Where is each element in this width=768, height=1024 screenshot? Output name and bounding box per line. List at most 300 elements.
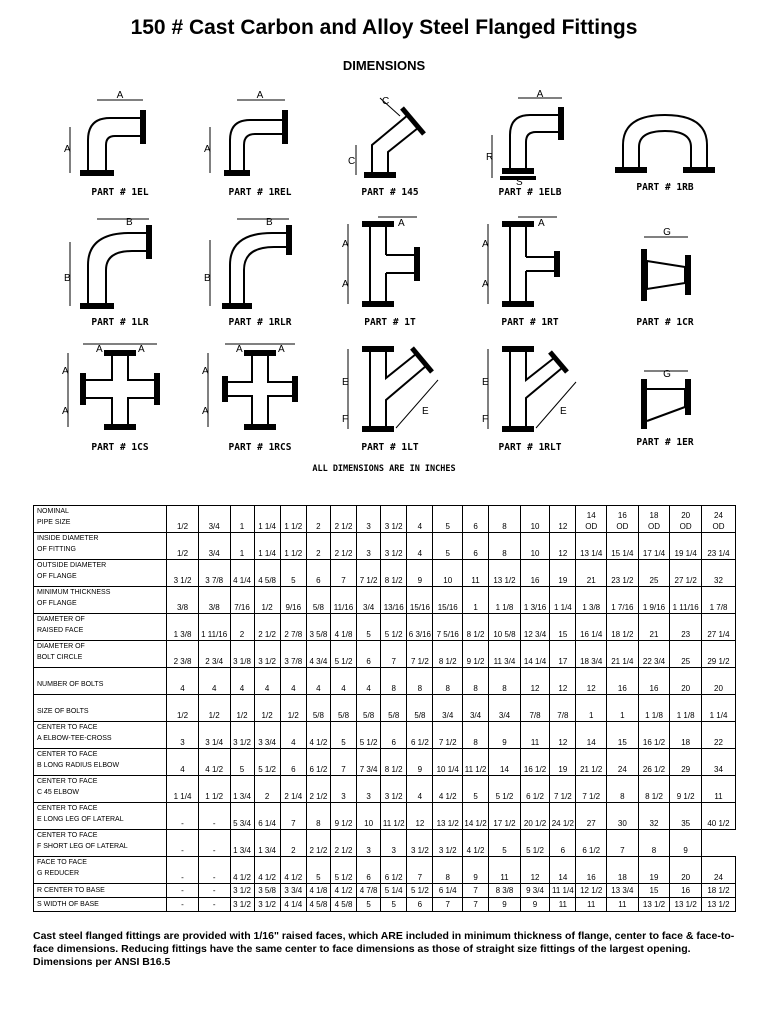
table-cell: 14 <box>576 722 607 749</box>
table-cell: 1 11/16 <box>198 614 230 641</box>
table-cell: 10 <box>520 533 549 560</box>
table-cell: 3 1/2 <box>407 830 433 857</box>
row-label: CENTER TO FACE C 45 ELBOW <box>34 776 167 803</box>
table-cell: 21 1/4 <box>607 641 639 668</box>
table-cell: 8 <box>433 857 462 884</box>
table-cell: - <box>167 830 199 857</box>
table-cell: 6 1/4 <box>254 803 280 830</box>
table-cell: 3 1/2 <box>167 560 199 587</box>
table-cell: 3 1/2 <box>230 898 254 912</box>
table-cell: 1 <box>230 533 254 560</box>
table-row <box>34 898 736 912</box>
table-cell: 19 <box>550 560 576 587</box>
table-cell: 21 1/2 <box>576 749 607 776</box>
table-cell: 2 <box>230 614 254 641</box>
table-cell: 9 1/2 <box>330 803 356 830</box>
table-cell: 11 <box>576 898 607 912</box>
table-cell: 24 1/2 <box>550 803 576 830</box>
part-1lr <box>50 215 190 328</box>
dim-a: A <box>64 144 71 155</box>
table-cell: 4 <box>280 668 306 695</box>
table-cell: 40 1/2 <box>701 803 735 830</box>
table-cell: 11 <box>520 722 549 749</box>
table-cell: 1 1/2 <box>280 533 306 560</box>
part-1rel <box>190 90 330 198</box>
table-cell: 14 1/4 <box>520 641 549 668</box>
table-cell: 18 <box>670 722 702 749</box>
dim-a: A <box>236 344 243 355</box>
table-cell: 7/8 <box>550 695 576 722</box>
table-cell: 14 OD <box>576 506 607 533</box>
table-row <box>34 695 736 722</box>
table-cell: 23 1/4 <box>701 533 735 560</box>
table-cell: 10 1/4 <box>433 749 462 776</box>
row-label: SIZE OF BOLTS <box>34 695 167 722</box>
table-cell: 17 1/2 <box>489 803 521 830</box>
return-bend-drawing <box>605 105 725 180</box>
table-cell: 1/2 <box>167 506 199 533</box>
dim-a: A <box>204 144 211 155</box>
table-cell: 11 <box>550 898 576 912</box>
table-cell: 7 <box>462 898 488 912</box>
table-cell: 24 <box>701 857 735 884</box>
table-cell: 5 <box>306 857 330 884</box>
dim-a: A <box>538 218 545 229</box>
table-cell: 19 <box>638 857 670 884</box>
dim-a: A <box>202 406 209 417</box>
table-row <box>34 884 736 898</box>
dim-e: E <box>482 377 489 388</box>
table-cell: 7 <box>607 830 639 857</box>
table-cell: 16 1/2 <box>520 749 549 776</box>
table-cell: 3 <box>167 722 199 749</box>
table-cell: 8 1/2 <box>462 614 488 641</box>
table-cell: 26 1/2 <box>638 749 670 776</box>
part-label: PART # 1RLT <box>498 442 562 453</box>
dim-c: C <box>382 96 390 107</box>
part-1cs <box>50 340 190 453</box>
table-cell: 27 1/2 <box>670 560 702 587</box>
table-cell: 6 1/2 <box>520 776 549 803</box>
dim-b: B <box>126 217 133 228</box>
table-cell: 6 <box>462 533 488 560</box>
part-1el <box>50 90 190 198</box>
table-cell: 4 1/2 <box>198 749 230 776</box>
table-cell: 3 1/2 <box>381 776 407 803</box>
dim-a: A <box>116 90 124 101</box>
table-cell: 34 <box>701 749 735 776</box>
table-row <box>34 803 736 830</box>
table-cell: 11 1/2 <box>381 803 407 830</box>
table-cell: 8 <box>607 776 639 803</box>
table-cell: 29 <box>670 749 702 776</box>
base-elbow-drawing <box>470 90 590 185</box>
table-cell: 3 <box>381 830 407 857</box>
table-cell: 11 1/4 <box>550 884 576 898</box>
table-cell: 13 3/4 <box>607 884 639 898</box>
table-cell: 16 1/2 <box>638 722 670 749</box>
table-cell: 1/2 <box>167 533 199 560</box>
table-cell: 5 <box>280 560 306 587</box>
table-cell: 2 1/2 <box>330 533 356 560</box>
dim-b: B <box>266 217 273 228</box>
table-cell: 5/8 <box>330 695 356 722</box>
part-1rcs <box>190 340 330 453</box>
part-label: PART # 1EL <box>91 187 149 198</box>
table-row <box>34 587 736 614</box>
table-cell: 8 1/2 <box>381 749 407 776</box>
table-cell: 1 1/2 <box>280 506 306 533</box>
page-subtitle: DIMENSIONS <box>342 58 426 73</box>
table-cell: 12 <box>550 722 576 749</box>
table-cell: 8 <box>489 668 521 695</box>
table-cell: 9 3/4 <box>520 884 549 898</box>
table-cell: 5 <box>330 722 356 749</box>
table-cell: 12 <box>576 668 607 695</box>
dim-g: G <box>663 227 671 238</box>
table-cell: 8 1/2 <box>638 776 670 803</box>
table-cell: 10 5/8 <box>489 614 521 641</box>
table-cell: 1 3/4 <box>230 776 254 803</box>
table-cell: 16 <box>607 668 639 695</box>
table-cell: 1/2 <box>280 695 306 722</box>
table-cell: 5/8 <box>306 695 330 722</box>
table-cell: 4 1/4 <box>280 898 306 912</box>
table-cell: 7 <box>433 898 462 912</box>
table-cell: 3/4 <box>357 587 381 614</box>
table-cell: 24 OD <box>701 506 735 533</box>
table-cell: 2 1/4 <box>280 776 306 803</box>
table-cell: 4 <box>407 533 433 560</box>
table-cell: 12 1/2 <box>576 884 607 898</box>
table-cell: 6 3/16 <box>407 614 433 641</box>
table-cell: - <box>167 898 199 912</box>
table-cell: 24 <box>607 749 639 776</box>
table-cell: 6 1/4 <box>433 884 462 898</box>
table-cell: - <box>167 803 199 830</box>
part-label: PART # 1ER <box>636 437 694 448</box>
table-cell: 7 1/2 <box>550 776 576 803</box>
table-cell: 6 <box>306 560 330 587</box>
dim-b: B <box>64 273 71 284</box>
table-cell: 20 <box>701 668 735 695</box>
table-cell: 15/16 <box>433 587 462 614</box>
table-cell: 2 1/2 <box>254 614 280 641</box>
table-cell: 5 <box>433 533 462 560</box>
page-title: 150 # Cast Carbon and Alloy Steel Flanged Fittings <box>130 16 638 39</box>
table-cell: 32 <box>638 803 670 830</box>
table-cell: 4 <box>167 749 199 776</box>
table-cell: 3/4 <box>198 533 230 560</box>
table-cell: - <box>198 803 230 830</box>
table-cell: 1 7/8 <box>701 587 735 614</box>
dim-e: E <box>422 406 429 417</box>
table-cell: 18 1/2 <box>701 884 735 898</box>
table-cell: 4 <box>280 722 306 749</box>
table-cell: 5 1/2 <box>407 884 433 898</box>
table-cell: 8 3/8 <box>489 884 521 898</box>
table-cell: 1 3/8 <box>576 587 607 614</box>
table-cell: 4 1/4 <box>230 560 254 587</box>
dim-a: A <box>138 344 145 355</box>
table-cell: 35 <box>670 803 702 830</box>
table-cell: 1 3/4 <box>254 830 280 857</box>
table-cell: 16 <box>520 560 549 587</box>
table-cell: 3 3/4 <box>254 722 280 749</box>
table-cell: 9 <box>489 898 521 912</box>
table-cell: 4 1/8 <box>330 614 356 641</box>
reducing-cross-drawing <box>200 340 320 440</box>
table-cell: 4 <box>407 776 433 803</box>
long-radius-elbow-drawing <box>60 215 180 315</box>
part-1lt <box>320 340 460 453</box>
table-cell: 1 1/4 <box>167 776 199 803</box>
table-cell: 18 OD <box>638 506 670 533</box>
table-cell: 5 3/4 <box>230 803 254 830</box>
part-145 <box>320 90 460 198</box>
part-label: PART # 1ELB <box>498 187 562 198</box>
reducing-tee-drawing <box>470 215 590 315</box>
table-cell: 1 1/8 <box>670 695 702 722</box>
table-cell: 11 <box>489 857 521 884</box>
table-cell: 5 <box>489 830 521 857</box>
table-cell: 5 1/4 <box>381 884 407 898</box>
table-cell: 30 <box>607 803 639 830</box>
part-label: PART # 1LT <box>361 442 419 453</box>
table-cell: 4 7/8 <box>357 884 381 898</box>
table-cell: 2 <box>280 830 306 857</box>
table-cell: 5 1/2 <box>489 776 521 803</box>
table-cell: 9 <box>407 560 433 587</box>
table-cell: 3 1/8 <box>230 641 254 668</box>
table-cell: 27 1/4 <box>701 614 735 641</box>
table-cell: 7 5/16 <box>433 614 462 641</box>
table-cell: 4 <box>167 668 199 695</box>
table-cell: 5/8 <box>407 695 433 722</box>
elbow-drawing <box>60 90 180 185</box>
table-cell: 1 1/8 <box>489 587 521 614</box>
table-cell: 4 3/4 <box>306 641 330 668</box>
dim-a: A <box>96 344 103 355</box>
part-1rlt <box>460 340 600 453</box>
table-cell: 1 9/16 <box>638 587 670 614</box>
table-cell: 2 3/8 <box>167 641 199 668</box>
part-label: PART # 1T <box>364 317 416 328</box>
table-cell: 19 <box>550 749 576 776</box>
dim-a: A <box>342 279 349 290</box>
table-cell: 3 1/2 <box>254 898 280 912</box>
table-cell: 3 1/2 <box>381 506 407 533</box>
table-cell: 6 1/2 <box>407 722 433 749</box>
table-row <box>34 641 736 668</box>
table-cell: 16 <box>638 668 670 695</box>
part-label: PART # 1RT <box>501 317 559 328</box>
row-label: DIAMETER OF RAISED FACE <box>34 614 167 641</box>
table-cell: 18 1/2 <box>607 614 639 641</box>
table-cell: 6 <box>407 898 433 912</box>
part-1elb <box>460 90 600 198</box>
table-row <box>34 614 736 641</box>
table-cell: 15 <box>550 614 576 641</box>
table-cell: 22 <box>701 722 735 749</box>
table-cell: 7 1/2 <box>433 722 462 749</box>
part-label: PART # 1LR <box>91 317 149 328</box>
table-cell: 18 3/4 <box>576 641 607 668</box>
row-label: NUMBER OF BOLTS <box>34 668 167 695</box>
table-cell: 6 <box>357 641 381 668</box>
table-cell: 1 <box>607 695 639 722</box>
table-cell: 1/2 <box>198 695 230 722</box>
table-cell: 10 <box>520 506 549 533</box>
table-cell: 13 1/2 <box>701 898 735 912</box>
table-row <box>34 533 736 560</box>
table-cell: 9 1/2 <box>462 641 488 668</box>
table-cell: 4 5/8 <box>330 898 356 912</box>
table-cell: 8 <box>433 668 462 695</box>
table-cell: 3/4 <box>489 695 521 722</box>
table-cell: 9/16 <box>280 587 306 614</box>
table-cell: 2 1/2 <box>330 506 356 533</box>
lateral-drawing <box>330 340 450 440</box>
dim-a: A <box>256 90 264 101</box>
part-1er <box>595 365 735 448</box>
table-cell: 9 <box>670 830 702 857</box>
table-cell: 5 <box>433 506 462 533</box>
table-cell: 8 1/2 <box>433 641 462 668</box>
row-label: CENTER TO FACE B LONG RADIUS ELBOW <box>34 749 167 776</box>
table-cell: 2 3/4 <box>198 641 230 668</box>
table-cell: 3 7/8 <box>198 560 230 587</box>
table-cell: 6 1/2 <box>576 830 607 857</box>
table-cell: 14 <box>489 749 521 776</box>
table-cell: 18 <box>607 857 639 884</box>
part-label: PART # 1RB <box>636 182 694 193</box>
table-cell: 7/8 <box>520 695 549 722</box>
table-cell: 2 1/2 <box>306 776 330 803</box>
table-cell: 5 1/2 <box>520 830 549 857</box>
table-cell: 9 <box>462 857 488 884</box>
table-cell: 3 1/4 <box>198 722 230 749</box>
table-cell: 11/16 <box>330 587 356 614</box>
table-cell: 21 <box>576 560 607 587</box>
table-cell: 9 <box>407 749 433 776</box>
table-cell: 2 7/8 <box>280 614 306 641</box>
table-cell: - <box>198 898 230 912</box>
table-cell: 1 3/4 <box>230 830 254 857</box>
table-cell: 12 <box>550 668 576 695</box>
concentric-reducer-drawing <box>605 225 725 315</box>
table-cell: 8 <box>381 668 407 695</box>
table-cell: 23 <box>670 614 702 641</box>
table-cell: 6 1/2 <box>381 857 407 884</box>
table-cell: 12 3/4 <box>520 614 549 641</box>
table-cell: 8 <box>306 803 330 830</box>
table-cell: 4 <box>330 668 356 695</box>
table-cell: 1 1/4 <box>254 533 280 560</box>
table-cell: 29 1/2 <box>701 641 735 668</box>
table-cell: 1 11/16 <box>670 587 702 614</box>
table-cell: 3/4 <box>462 695 488 722</box>
table-cell: 5 <box>462 776 488 803</box>
part-label: PART # 1RLR <box>228 317 292 328</box>
table-cell: 32 <box>701 560 735 587</box>
table-cell: 8 <box>462 668 488 695</box>
table-cell: 1 <box>462 587 488 614</box>
table-cell: 6 <box>357 857 381 884</box>
table-cell: 3 1/2 <box>254 641 280 668</box>
table-cell: 9 1/2 <box>670 776 702 803</box>
table-cell: - <box>167 857 199 884</box>
table-cell: 4 1/2 <box>230 857 254 884</box>
table-cell: - <box>198 830 230 857</box>
table-cell: 1 7/16 <box>607 587 639 614</box>
footnote: Cast steel flanged fittings are provided with 1/16" raised faces, which ARE included in minimum thickness of flange, center to face & face-to-face dimensions. Reducing fittings have the same center to face dimensions as those of straight size fittings of the largest opening. Dimensions per ANSI B16.5 <box>33 930 735 968</box>
table-cell: 11 <box>701 776 735 803</box>
table-cell: 5 1/2 <box>254 749 280 776</box>
table-cell: 5/8 <box>357 695 381 722</box>
table-row <box>34 668 736 695</box>
table-cell: 5 <box>381 898 407 912</box>
table-cell: 3 <box>357 776 381 803</box>
part-label: PART # 1RCS <box>228 442 292 453</box>
reducing-elbow-drawing <box>200 90 320 185</box>
dimensions-table <box>33 505 736 912</box>
row-label: MINIMUM THICKNESS OF FLANGE <box>34 587 167 614</box>
table-cell: 8 <box>489 506 521 533</box>
table-cell: 6 1/2 <box>306 749 330 776</box>
dim-a: A <box>278 344 285 355</box>
table-cell: 7 <box>280 803 306 830</box>
table-cell: 7 <box>462 884 488 898</box>
table-cell: 1/2 <box>230 695 254 722</box>
table-cell: 20 <box>670 857 702 884</box>
table-cell: 13 1/2 <box>489 560 521 587</box>
table-cell: 1 <box>576 695 607 722</box>
table-cell: 10 <box>357 803 381 830</box>
table-cell: 12 <box>520 857 549 884</box>
table-cell: 4 <box>198 668 230 695</box>
table-cell: 15 <box>607 722 639 749</box>
row-label: NOMINAL PIPE SIZE <box>34 506 167 533</box>
45-elbow-drawing <box>330 90 450 185</box>
table-row <box>34 560 736 587</box>
table-cell: 5 <box>357 614 381 641</box>
table-cell: 25 <box>638 560 670 587</box>
table-cell: 16 <box>576 857 607 884</box>
table-cell: 6 <box>550 830 576 857</box>
table-cell: 11 1/2 <box>462 749 488 776</box>
table-cell: 12 <box>407 803 433 830</box>
table-cell: 5/8 <box>381 695 407 722</box>
table-cell: 2 1/2 <box>330 830 356 857</box>
dim-a: A <box>62 366 69 377</box>
table-cell: 21 <box>638 614 670 641</box>
table-cell: - <box>198 884 230 898</box>
table-cell: 8 <box>638 830 670 857</box>
table-cell: 4 1/2 <box>433 776 462 803</box>
table-cell: - <box>198 857 230 884</box>
fittings-drawings <box>30 85 740 480</box>
table-cell: 1/2 <box>254 695 280 722</box>
table-cell: 2 <box>306 533 330 560</box>
table-cell: 3/8 <box>198 587 230 614</box>
table-cell: 5 1/2 <box>381 614 407 641</box>
table-cell: 20 1/2 <box>520 803 549 830</box>
table-cell: 3 1/2 <box>230 722 254 749</box>
table-cell: 3 <box>330 776 356 803</box>
table-cell: 11 <box>462 560 488 587</box>
table-cell: 1 3/16 <box>520 587 549 614</box>
